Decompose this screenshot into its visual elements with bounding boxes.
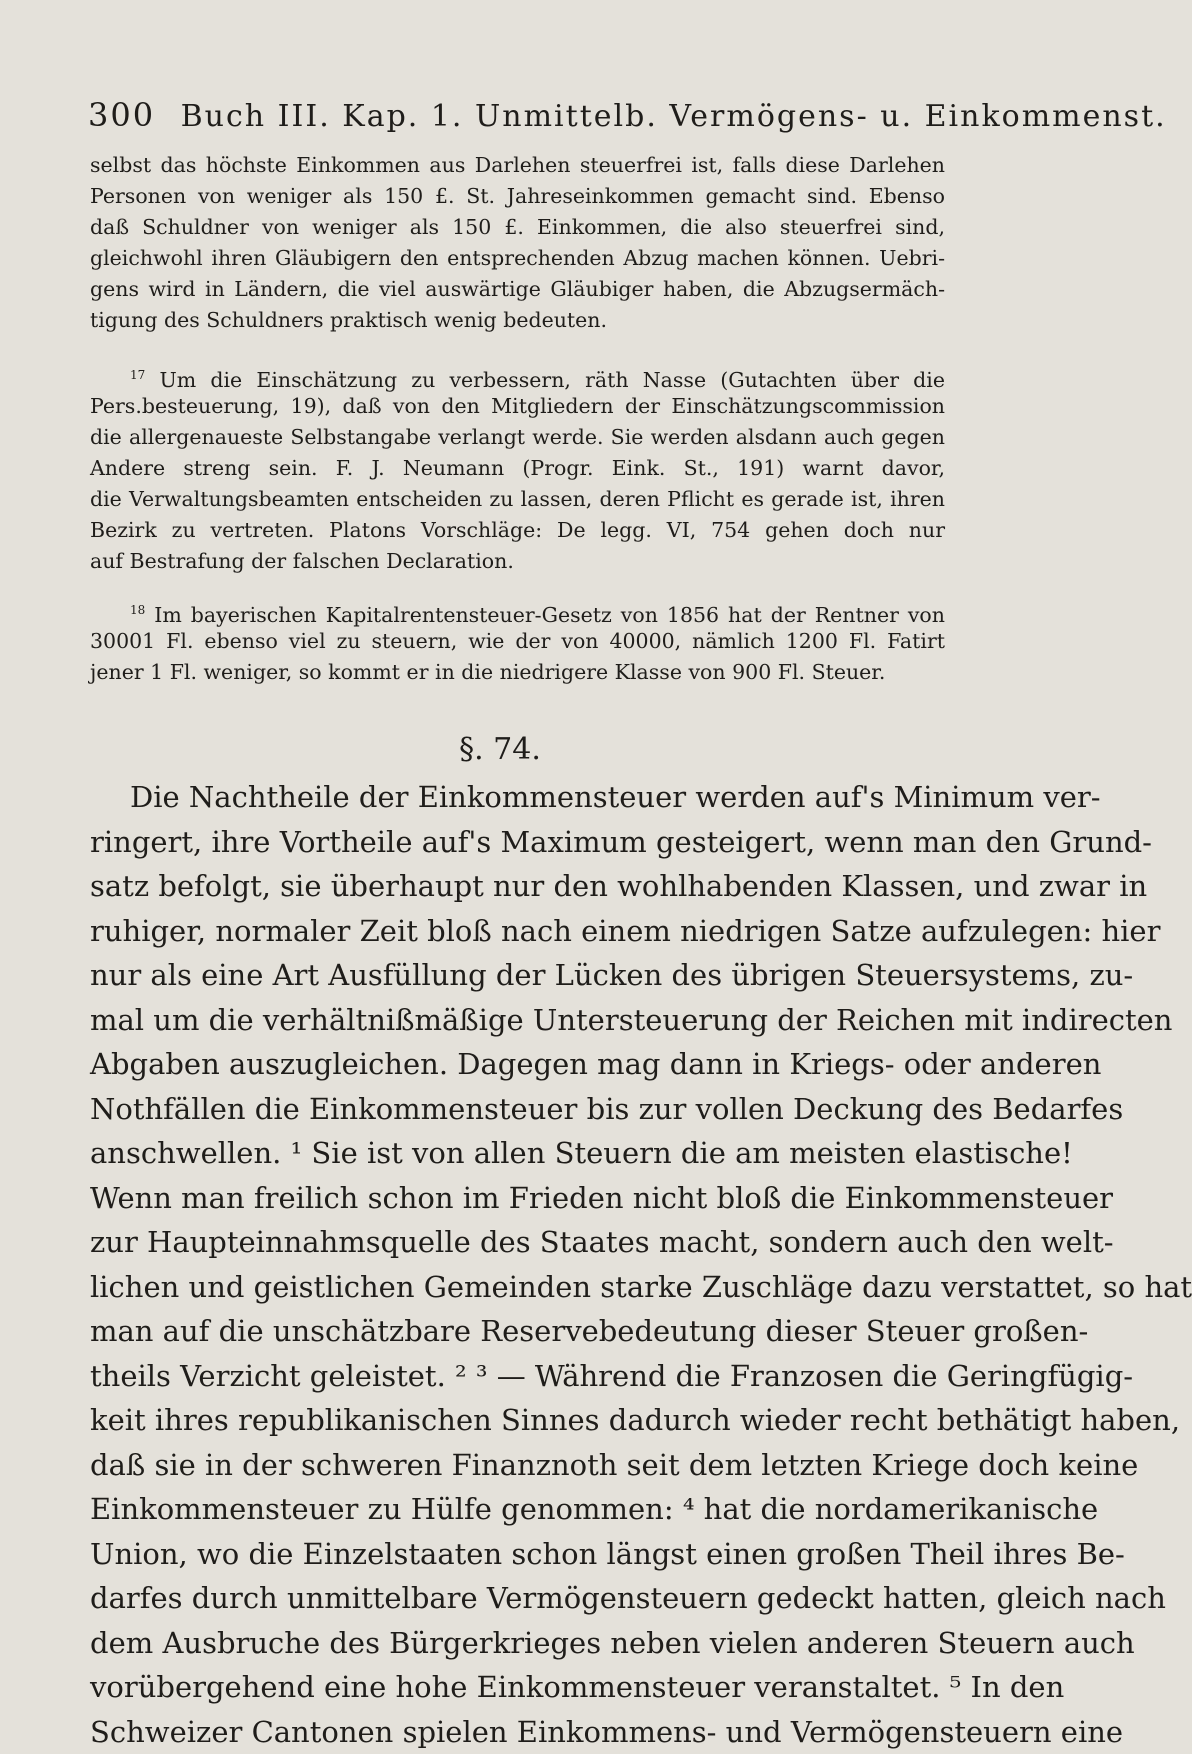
footnote-line: auf Bestrafung der falschen Declaration. xyxy=(90,546,945,577)
footnote-line xyxy=(90,595,945,626)
footnote-line: jener 1 Fl. weniger, so kommt er in die niedrigere Klasse von 900 Fl. Steuer. xyxy=(90,657,945,688)
body-line: Wenn man freilich schon im Frieden nicht bloß die Einkommensteuer xyxy=(90,1176,945,1221)
body-line: man auf die unschätzbare Reservebedeutung dieser Steuer großen- xyxy=(90,1309,945,1354)
body-line: mal um die verhältnißmäßige Untersteuerung der Reichen mit indirecten xyxy=(90,998,945,1043)
body-line: Union, wo die Einzelstaaten schon längst einen großen Theil ihres Be- xyxy=(90,1532,945,1577)
footnote-line: gens wird in Ländern, die viel auswärtige Gläubiger haben, die Abzugsermäch- xyxy=(90,274,945,305)
footnote-line: 30001 Fl. ebenso viel zu steuern, wie der von 40000, nämlich 1200 Fl. Fatirt xyxy=(90,626,945,657)
footnote-marker: 18 xyxy=(130,603,145,617)
footnote-line: Andere streng sein. F. J. Neumann (Progr. Eink. St., 191) warnt davor, xyxy=(90,453,945,484)
body-line: lichen und geistlichen Gemeinden starke Zuschläge dazu verstattet, so hat xyxy=(90,1265,945,1310)
section-body xyxy=(90,775,945,1754)
footnote-line: gleichwohl ihren Gläubigern den entsprechenden Abzug machen können. Uebri- xyxy=(90,243,945,274)
body-line: Einkommensteuer zu Hülfe genommen: ⁴ hat die nordamerikanische xyxy=(90,1487,945,1532)
body-line: theils Verzicht geleistet. ² ³ — Während die Franzosen die Geringfügig- xyxy=(90,1354,945,1399)
footnote-line: daß Schuldner von weniger als 150 £. Einkommen, die also steuerfrei sind, xyxy=(90,212,945,243)
body-line: nur als eine Art Ausfüllung der Lücken des übrigen Steuersystems, zu- xyxy=(90,953,945,998)
footnote-text: Im bayerischen Kapitalrentensteuer-Gesetz von 1856 hat der Rentner von xyxy=(154,603,945,627)
footnote-line: tigung des Schuldners praktisch wenig bedeuten. xyxy=(90,305,945,336)
body-line: Abgaben auszugleichen. Dagegen mag dann in Kriegs- oder anderen xyxy=(90,1042,945,1087)
footnote-continued xyxy=(90,150,945,336)
body-line: vorübergehend eine hohe Einkommensteuer veranstaltet. ⁵ In den xyxy=(90,1665,945,1710)
body-line: zur Haupteinnahmsquelle des Staates macht, sondern auch den welt- xyxy=(90,1220,945,1265)
body-line: Schweizer Cantonen spielen Einkommens- und Vermögensteuern eine xyxy=(90,1710,945,1754)
footnote-18 xyxy=(90,595,945,688)
section-heading: §. 74. xyxy=(0,732,1000,767)
body-line: anschwellen. ¹ Sie ist von allen Steuern die am meisten elastische! xyxy=(90,1131,945,1176)
footnote-text: Um die Einschätzung zu verbessern, räth Nasse (Gutachten über die xyxy=(159,368,945,392)
footnote-line xyxy=(90,360,945,391)
footnote-17 xyxy=(90,360,945,577)
running-header xyxy=(88,96,928,134)
footnote-line: die allergenaueste Selbstangabe verlangt werde. Sie werden alsdann auch gegen xyxy=(90,422,945,453)
body-line: keit ihres republikanischen Sinnes dadurch wieder recht bethätigt haben, xyxy=(90,1398,945,1443)
footnote-marker: 17 xyxy=(130,368,145,382)
body-line: Die Nachtheile der Einkommensteuer werden auf's Minimum ver- xyxy=(90,775,945,820)
footnote-line: Bezirk zu vertreten. Platons Vorschläge: De legg. VI, 754 gehen doch nur xyxy=(90,515,945,546)
page-number: 300 xyxy=(88,96,155,134)
body-line: satz befolgt, sie überhaupt nur den wohlhabenden Klassen, und zwar in xyxy=(90,864,945,909)
body-line: Nothfällen die Einkommensteuer bis zur vollen Deckung des Bedarfes xyxy=(90,1087,945,1132)
body-line: daß sie in der schweren Finanznoth seit dem letzten Kriege doch keine xyxy=(90,1443,945,1488)
body-line: darfes durch unmittelbare Vermögensteuern gedeckt hatten, gleich nach xyxy=(90,1576,945,1621)
body-line: ringert, ihre Vortheile auf's Maximum gesteigert, wenn man den Grund- xyxy=(90,820,945,865)
footnote-line: selbst das höchste Einkommen aus Darlehen steuerfrei ist, falls diese Darlehen xyxy=(90,150,945,181)
body-line: ruhiger, normaler Zeit bloß nach einem niedrigen Satze aufzulegen: hier xyxy=(90,909,945,954)
body-line: dem Ausbruche des Bürgerkrieges neben vielen anderen Steuern auch xyxy=(90,1621,945,1666)
running-title: Buch III. Kap. 1. Unmittelb. Vermögens- u. Einkommenst. xyxy=(181,99,1167,134)
footnote-line: die Verwaltungsbeamten entscheiden zu lassen, deren Pflicht es gerade ist, ihren xyxy=(90,484,945,515)
footnote-line: Personen von weniger als 150 £. St. Jahreseinkommen gemacht sind. Ebenso xyxy=(90,181,945,212)
footnote-line: Pers.besteuerung, 19), daß von den Mitgliedern der Einschätzungscommission xyxy=(90,391,945,422)
